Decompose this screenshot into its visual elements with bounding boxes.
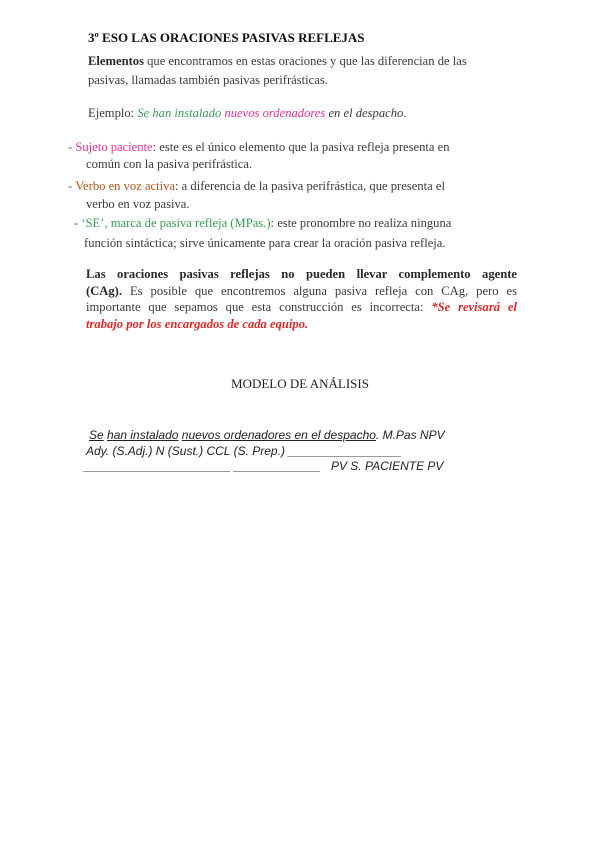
rule-cag: (CAg).: [86, 284, 123, 298]
example-subject: nuevos ordenadores: [224, 106, 326, 120]
bullet-term-se: ‘SE’, marca de pasiva refleja (MPas.): [81, 216, 271, 230]
model-analysis-tail: . M.Pas NPV: [375, 428, 445, 442]
intro-bold: Elementos: [88, 54, 144, 68]
bullet-1-line-2: común con la pasiva perifrástica.: [86, 157, 253, 171]
model-word-verb: han instalado: [107, 428, 179, 442]
rule-text: importante que sepamos que esta construcción es incorrecta:: [86, 300, 432, 314]
bullet-text: : este es el único elemento que la pasiva refleja presenta en: [152, 140, 450, 154]
model-analysis-line-3: [84, 459, 443, 473]
bullet-2-line-1: [68, 177, 445, 196]
intro-text: que encontramos en estas oraciones y que las diferencian de las: [143, 54, 467, 68]
page-title: 3º ESO LAS ORACIONES PASIVAS REFLEJAS: [88, 30, 365, 45]
bullet-2-line-2: verbo en voz pasiva.: [86, 197, 190, 211]
bullet-marker: -: [68, 179, 73, 193]
bullet-marker: -: [74, 216, 79, 230]
bullet-term-sujeto: Sujeto paciente: [75, 140, 153, 154]
rule-line-4: trabajo por los encargados de cada equipo.: [86, 317, 309, 331]
example-label: Ejemplo:: [88, 106, 138, 120]
example-ccl: en el despacho: [325, 106, 404, 120]
model-label-pv: PV S. PACIENTE PV: [330, 459, 444, 473]
example-se-han-instalado: Se han instalado: [137, 106, 222, 120]
rule-text: Es posible que encontremos alguna pasiva refleja con CAg, pero es: [122, 284, 517, 298]
example-period: .: [403, 106, 407, 120]
model-word-se: Se: [89, 428, 104, 442]
model-blank-2: _____________: [234, 459, 321, 473]
model-title: MODELO DE ANÁLISIS: [231, 376, 369, 391]
model-analysis-line-2: Ady. (S.Adj.) N (Sust.) CCL (S. Prep.) _________________: [86, 444, 402, 458]
bullet-text: : a diferencia de la pasiva perifrástica, que presenta el: [175, 179, 445, 193]
model-blank-1: ______________________: [84, 459, 231, 473]
example-line: [88, 104, 406, 123]
intro-line-2: pasivas, llamadas también pasivas perifrásticas.: [88, 73, 328, 87]
rule-incorrect-example: *Se revisará el: [431, 300, 517, 314]
bullet-text: : este pronombre no realiza ninguna: [270, 216, 452, 230]
bullet-term-verbo: Verbo en voz activa: [75, 179, 176, 193]
model-sentence: [89, 428, 445, 442]
model-word-subject: nuevos ordenadores en el despacho: [181, 428, 376, 442]
rule-line-1: Las oraciones pasivas reflejas no pueden llevar complemento agente: [86, 267, 517, 281]
bullet-marker: -: [68, 140, 73, 154]
bullet-3-line-2: función sintáctica; sirve únicamente para crear la oración pasiva refleja.: [84, 236, 446, 250]
intro-line-1: [88, 52, 467, 71]
bullet-3-line-1: [74, 214, 451, 233]
